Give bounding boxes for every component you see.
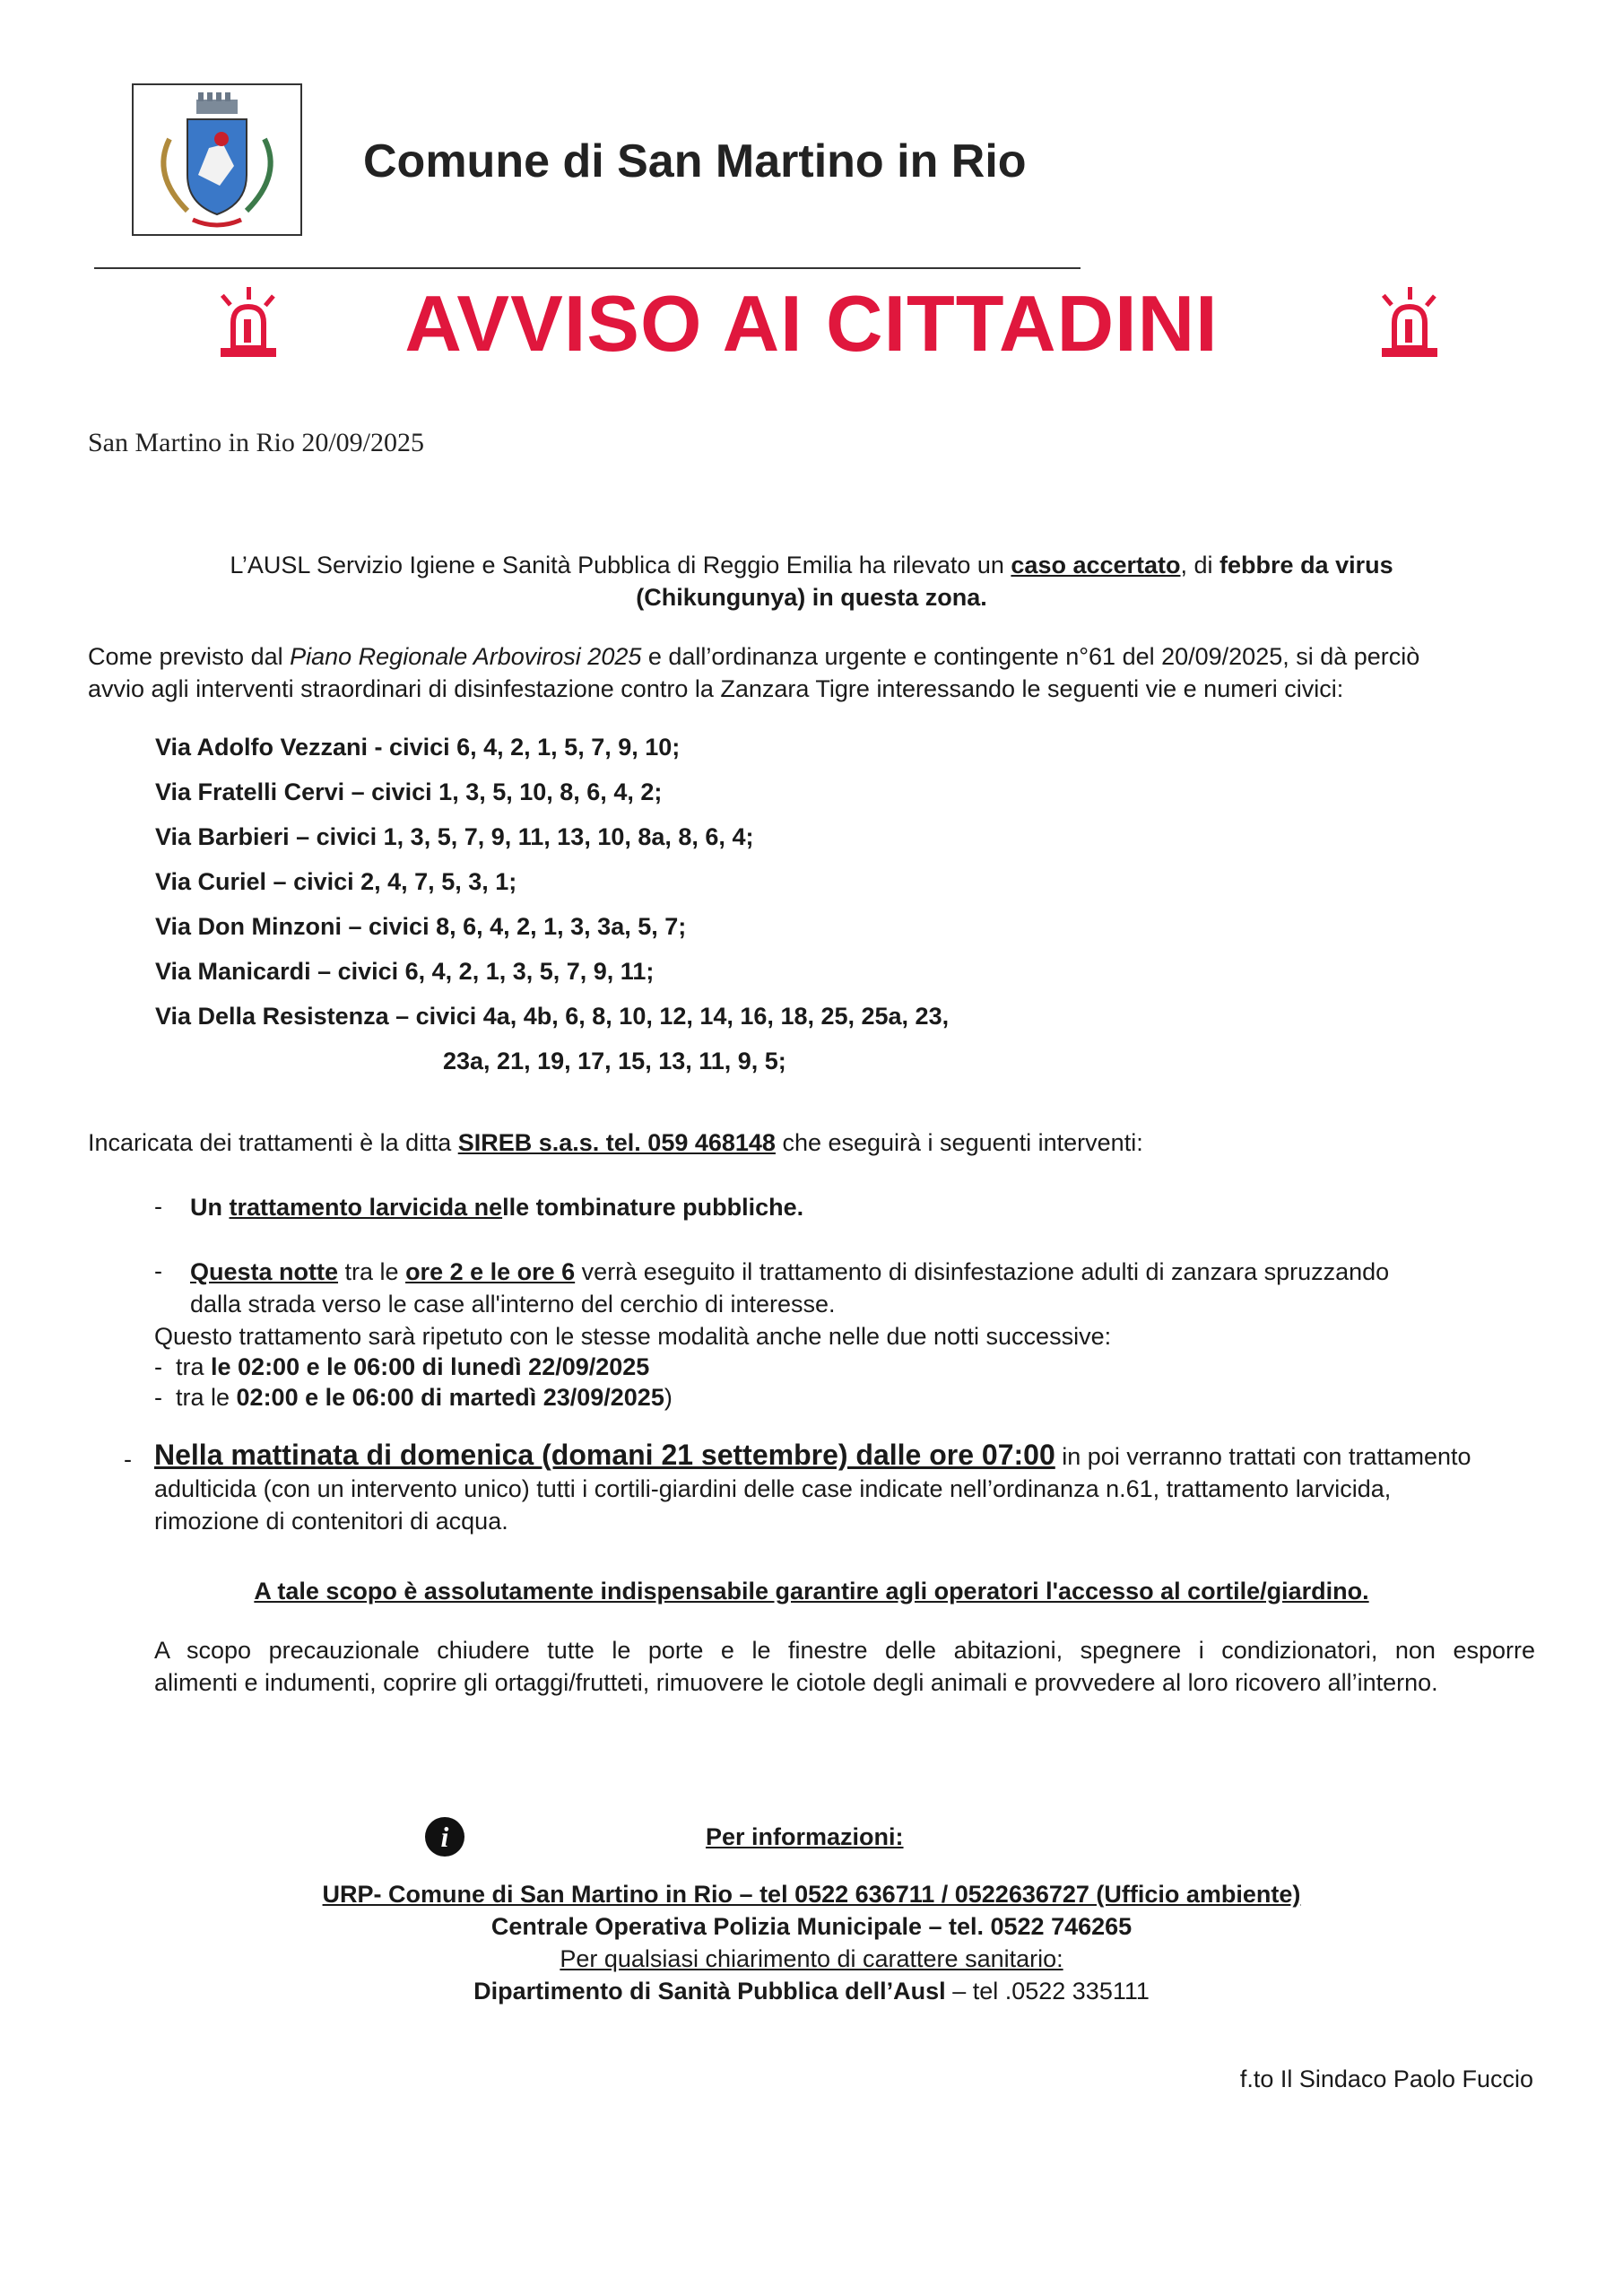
- company-paragraph: Incaricata dei trattamenti è la ditta SIREB s.a.s. tel. 059 468148 che eseguirà i seguenti interventi:: [88, 1129, 1143, 1156]
- info-icon: i: [425, 1817, 464, 1857]
- treatment-repeat-note: Questo trattamento sarà ripetuto con le stesse modalità anche nelle due notti successive:: [154, 1323, 1112, 1350]
- night-date-2: - tra le 02:00 e le 06:00 di martedì 23/09/2025): [154, 1384, 673, 1411]
- treatment-morning: Nella mattinata di domenica (domani 21 settembre) dalle ore 07:00 in poi verranno trattati con trattamento adulticida (con un intervento unico) tutti i cortili-giardini delle case indicate nell’ordinanza n.61, trattamento larvicida, rimozione di contenitori di acqua.: [154, 1439, 1471, 1535]
- health-note: Per qualsiasi chiarimento di carattere sanitario:: [560, 1945, 1063, 1972]
- treatment-larvicide: Un trattamento larvicida nelle tombinature pubbliche.: [190, 1194, 804, 1221]
- street-list-item: Via Fratelli Cervi – civici 1, 3, 5, 10, 8, 6, 4, 2;: [155, 778, 663, 805]
- street-list-item: Via Manicardi – civici 6, 4, 2, 1, 3, 5, 7, 9, 11;: [155, 958, 655, 985]
- list-dash: -: [124, 1446, 132, 1473]
- municipal-crest: [132, 83, 302, 236]
- municipality-name: Comune di San Martino in Rio: [363, 135, 1027, 187]
- plan-paragraph: Come previsto dal Piano Regionale Arbovirosi 2025 e dall’ordinanza urgente e contingente n°61 del 20/09/2025, si dà perciò avvio agli interventi straordinari di disinfestazione contro la Zanzara Tigre interessando le seguenti vie e numeri civici:: [88, 643, 1420, 702]
- street-list-item: Via Adolfo Vezzani - civici 6, 4, 2, 1, 5, 7, 9, 10;: [155, 734, 681, 761]
- street-list-item: Via Barbieri – civici 1, 3, 5, 7, 9, 11, 13, 10, 8a, 8, 6, 4;: [155, 823, 754, 850]
- siren-icon: [1376, 285, 1443, 361]
- street-list-item: 23a, 21, 19, 17, 15, 13, 11, 9, 5;: [443, 1048, 786, 1074]
- header-divider: [94, 267, 1081, 269]
- street-list-item: Via Della Resistenza – civici 4a, 4b, 6, 8, 10, 12, 14, 16, 18, 25, 25a, 23,: [155, 1003, 950, 1030]
- list-dash: -: [154, 1257, 162, 1284]
- mayor-signature: f.to Il Sindaco Paolo Fuccio: [1239, 2066, 1533, 2092]
- health-contact: Dipartimento di Sanità Pubblica dell’Ausl – tel .0522 335111: [473, 1978, 1150, 2005]
- access-notice: A tale scopo è assolutamente indispensabile garantire agli operatori l'accesso al cortile/giardino.: [254, 1578, 1369, 1605]
- street-list-item: Via Don Minzoni – civici 8, 6, 4, 2, 1, 3, 3a, 5, 7;: [155, 913, 687, 940]
- list-dash: -: [154, 1193, 162, 1220]
- night-date-1: - tra le 02:00 e le 06:00 di lunedì 22/09/2025: [154, 1353, 650, 1380]
- notice-date: San Martino in Rio 20/09/2025: [88, 428, 424, 457]
- intro-paragraph: L’AUSL Servizio Igiene e Sanità Pubblica di Reggio Emilia ha rilevato un caso accertato, di febbre da virus (Chikungunya) in questa zona.: [230, 552, 1393, 611]
- contact-block: [90, 1878, 1533, 2007]
- info-heading: Per informazioni:: [706, 1823, 904, 1850]
- notice-title: AVVISO AI CITTADINI: [404, 279, 1219, 368]
- urp-contact: URP- Comune di San Martino in Rio – tel 0522 636711 / 0522636727 (Ufficio ambiente): [322, 1881, 1301, 1908]
- police-contact: Centrale Operativa Polizia Municipale – tel. 0522 746265: [490, 1913, 1133, 1940]
- coat-of-arms-icon: [134, 85, 300, 234]
- treatment-night: Questa notte tra le ore 2 e le ore 6 verrà eseguito il trattamento di disinfestazione adulti di zanzara spruzzando dalla strada verso le case all'interno del cerchio di interesse.: [190, 1258, 1390, 1318]
- street-list-item: Via Curiel – civici 2, 4, 7, 5, 3, 1;: [155, 868, 517, 895]
- precaution-paragraph: A scopo precauzionale chiudere tutte le porte e le finestre delle abitazioni, spegnere i condizionatori, non esporre alimenti e indumenti, coprire gli ortaggi/frutteti, rimuovere le ciotole degli animali e provvedere al loro ricovero all’interno.: [154, 1637, 1535, 1696]
